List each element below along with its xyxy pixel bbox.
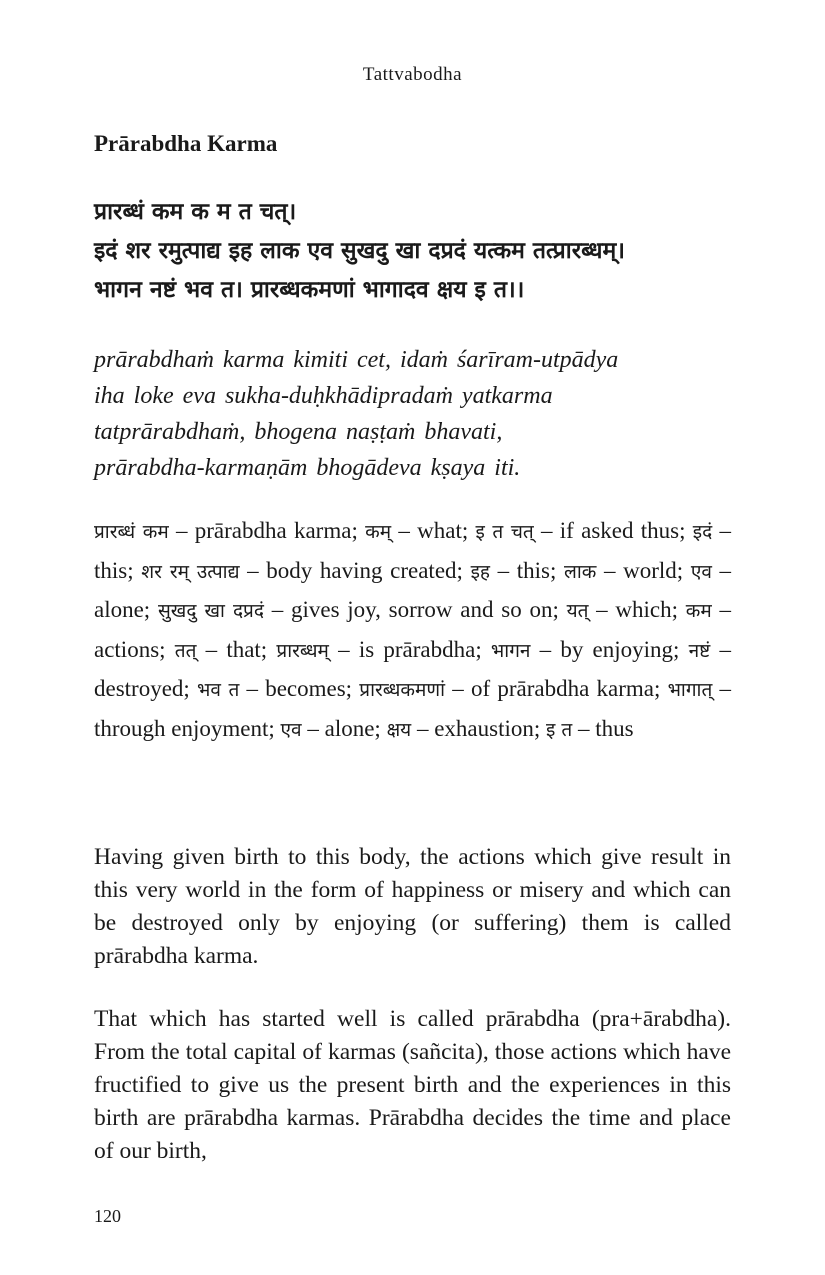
glossary-meaning: – thus <box>572 715 634 741</box>
glossary-meaning: – of prārabdha karma; <box>445 676 668 701</box>
glossary-meaning: – exhaustion; <box>411 715 547 741</box>
glossary-term: इ त <box>546 718 573 741</box>
devanagari-verse <box>94 193 734 310</box>
glossary-meaning: – gives joy, sorrow and so on; <box>263 597 567 622</box>
verse-line: भागन नष्टं भव त। प्रारब्धकमणां भागादव क्षय इ त।। <box>94 277 525 303</box>
glossary-meaning: – what; <box>391 518 476 543</box>
glossary-meaning: – prārabdha karma; <box>168 518 366 543</box>
glossary-term: कम् <box>365 521 392 543</box>
glossary-term: लाक <box>563 560 597 583</box>
glossary-term: कम <box>685 600 712 622</box>
glossary-term: यत् <box>566 600 589 622</box>
glossary-term: भागन <box>490 639 531 662</box>
glossary-term: भव त <box>197 679 240 701</box>
verse-line: इदं शर रमुत्पाद्य इह लाक एव सुखदु खा दप्रदं यत्कम तत्प्रारब्धम्। <box>94 238 625 264</box>
glossary-meaning: – actions; <box>94 597 731 662</box>
book-page <box>94 0 731 1275</box>
glossary-meaning: – alone; <box>94 557 732 622</box>
glossary-meaning: – if asked thus; <box>533 518 693 543</box>
glossary-meaning: – alone; <box>301 715 387 741</box>
transliteration-line: tatprārabdhaṁ, bhogena naṣṭaṁ bhavati, <box>94 419 503 445</box>
glossary-term: एव <box>690 560 712 583</box>
body-paragraph: Having given birth to this body, the actions which give result in this very world in the form of happiness or misery and which can be destroyed only by enjoying (or suffering) them is called prārabdha karma. <box>94 844 731 969</box>
page-number: 120 <box>94 1206 121 1226</box>
glossary-term: इ त चत् <box>475 521 534 543</box>
body-paragraph: That which has started well is called prārabdha (pra+ārabdha). From the total capital of karmas (sañcita), those actions which have fructified to give us the present birth and the experiences in this birth are prārabdha karmas. Prārabdha decides the time and place of our birth, <box>94 1006 731 1164</box>
transliteration-line: prārabdha-karmaṇām bhogādeva kṣaya iti. <box>94 455 521 481</box>
glossary-meaning: – is prārabdha; <box>328 636 491 662</box>
transliteration-line: prārabdhaṁ karma kimiti cet, idaṁ śarīram-utpādya <box>94 347 619 373</box>
glossary-term: क्षय <box>386 718 412 741</box>
verse-line: प्रारब्धं कम क म त चत्। <box>94 199 297 225</box>
verse-transliteration <box>94 342 731 486</box>
glossary-meaning: – this; <box>94 518 731 583</box>
glossary-meaning: – that; <box>196 636 277 662</box>
transliteration-line: iha loke eva sukha-duḥkhādipradaṁ yatkarma <box>94 383 553 409</box>
glossary-term: प्रारब्धकमणां <box>359 679 446 701</box>
glossary-meaning: – by enjoying; <box>530 636 689 662</box>
glossary-meaning: – which; <box>588 597 686 622</box>
glossary-term: एव <box>280 718 302 741</box>
glossary-term: प्रारब्धम् <box>276 639 329 662</box>
glossary-term: इह <box>470 560 490 583</box>
glossary-term: तत् <box>174 639 197 662</box>
glossary-meaning: – through enjoyment; <box>94 676 732 741</box>
glossary-term: भागात् <box>667 679 713 701</box>
section-title: Prārabdha Karma <box>94 131 278 156</box>
glossary-meaning: – world; <box>596 557 691 583</box>
glossary-meaning: – becomes; <box>239 676 360 701</box>
glossary-term: प्रारब्धं कम <box>94 521 169 543</box>
running-header: Tattvabodha <box>362 64 463 85</box>
glossary-meaning: – destroyed; <box>94 636 731 701</box>
glossary-meaning: – this; <box>489 557 564 583</box>
word-glossary <box>94 512 731 749</box>
glossary-term: नष्टं <box>688 639 711 662</box>
glossary-term: शर रम् उत्पाद्य <box>141 560 240 583</box>
glossary-term: सुखदु खा दप्रदं <box>157 600 264 622</box>
glossary-meaning: – body having created; <box>239 557 471 583</box>
glossary-term: इदं <box>692 521 713 543</box>
